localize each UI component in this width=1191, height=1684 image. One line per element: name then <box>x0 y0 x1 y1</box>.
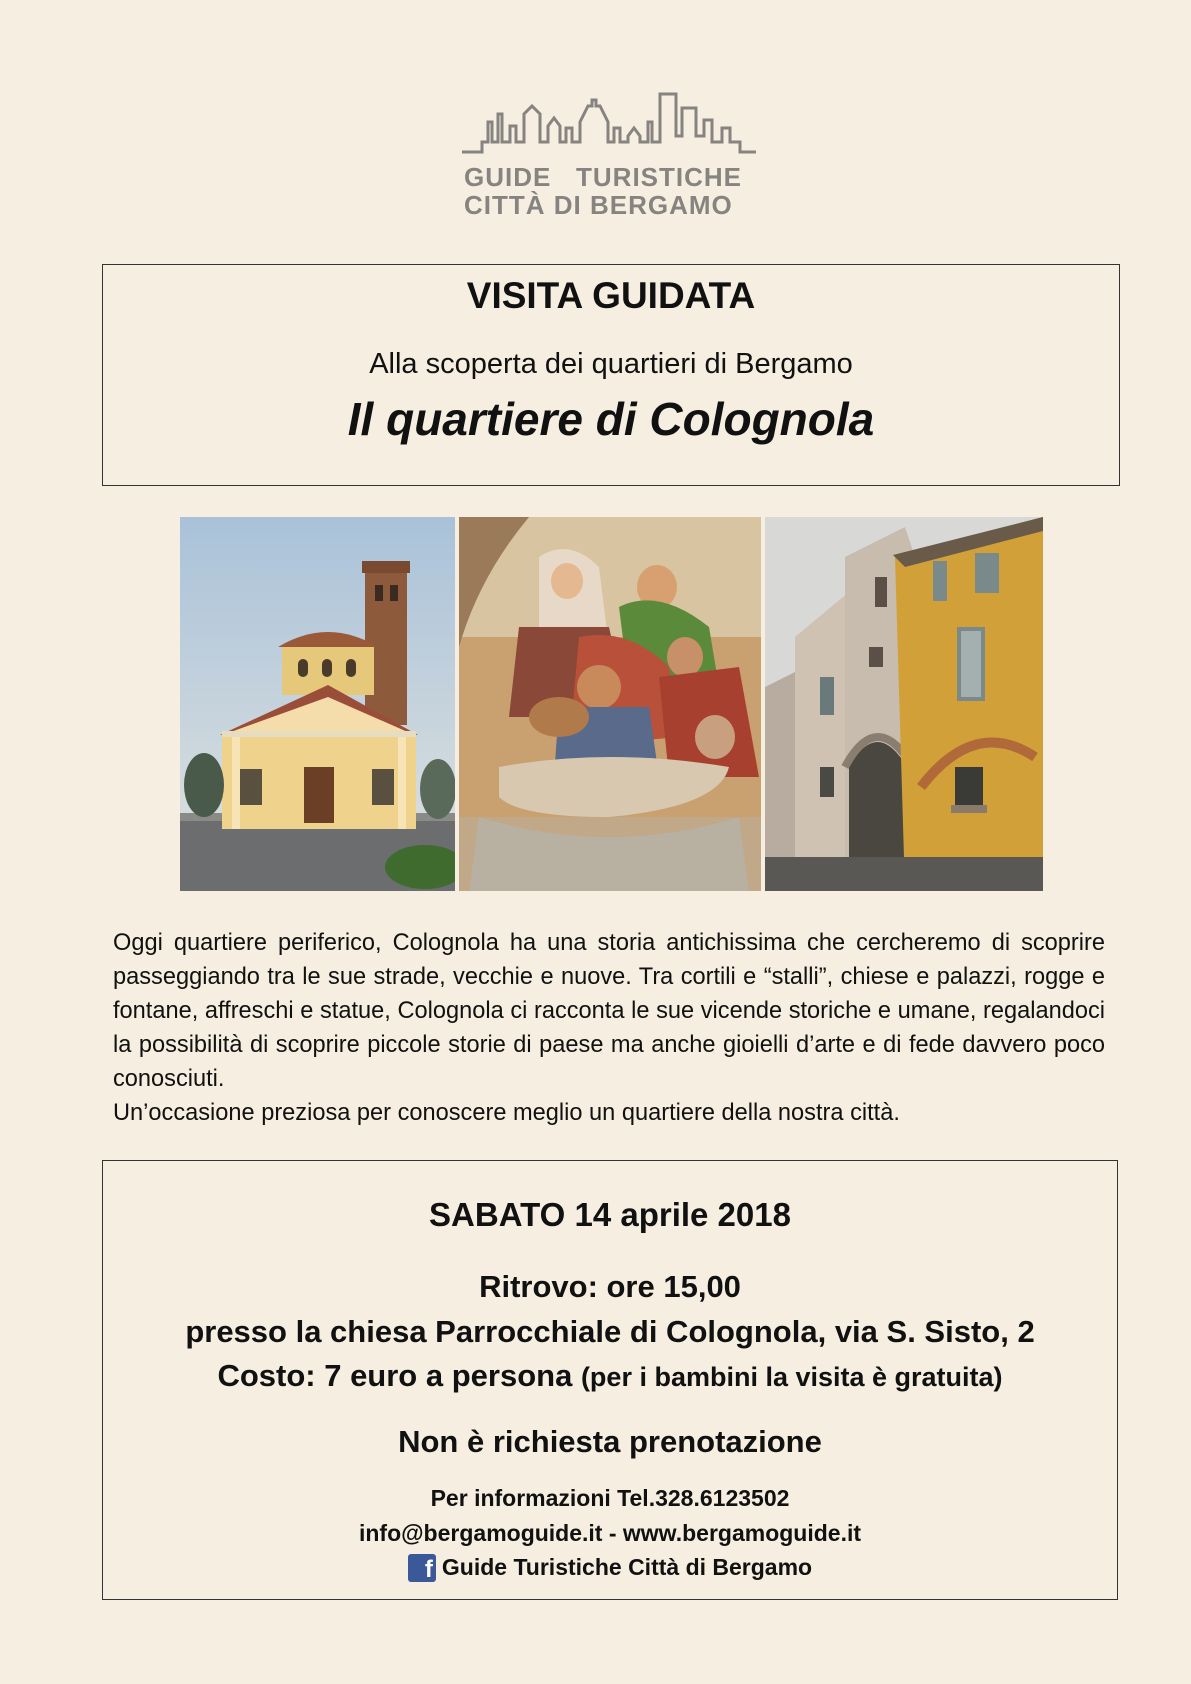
event-booking: Non è richiesta prenotazione <box>398 1424 822 1459</box>
facebook-label: Guide Turistiche Città di Bergamo <box>441 1554 813 1580</box>
event-cost-note: (per i bambini la visita è gratuita) <box>580 1362 1003 1392</box>
info-web[interactable]: info@bergamoguide.it - www.bergamoguide.it <box>358 1520 862 1546</box>
logo-line-2: CITTÀ DI BERGAMO <box>464 190 733 220</box>
facebook-icon: f <box>408 1554 436 1582</box>
street-photo <box>765 517 1043 891</box>
info-phone: Per informazioni Tel.328.6123502 <box>430 1485 790 1511</box>
description-paragraph-1: Oggi quartiere periferico, Colognola ha una storia antichissima che cercheremo di scoprire passeggiando tra le sue strade, vecchie e nuove. Tra cortili e “stalli”, chiese e palazzi, rogge e fontane, affreschi e statue, Colognola ci racconta le sue vicende storiche e umane, regalandoci la possibilità di scoprire piccole storie di paese ma anche gioielli d’arte e di fede davvero poco conosciuti. <box>113 930 1105 1092</box>
event-cost <box>103 1358 1117 1394</box>
event-cost-label: Costo: 7 euro a persona <box>217 1358 573 1393</box>
description <box>113 926 1105 1130</box>
logo-line-1: GUIDE TURISTICHE <box>464 162 743 192</box>
event-box <box>102 1160 1118 1600</box>
skyline-icon <box>462 92 756 160</box>
event-place: presso la chiesa Parrocchiale di Colognola, via S. Sisto, 2 <box>185 1314 1035 1349</box>
page-headline: Il quartiere di Colognola <box>347 393 875 445</box>
fresco-photo <box>459 517 761 891</box>
title-box <box>102 264 1120 486</box>
page-subtitle: Alla scoperta dei quartieri di Bergamo <box>369 348 853 380</box>
page-title: VISITA GUIDATA <box>466 275 756 316</box>
event-meeting-time: Ritrovo: ore 15,00 <box>479 1269 741 1304</box>
logo <box>462 92 756 220</box>
facebook-link[interactable] <box>103 1554 1117 1582</box>
description-paragraph-2: Un’occasione preziosa per conoscere meglio un quartiere della nostra città. <box>113 1100 900 1126</box>
event-date: SABATO 14 aprile 2018 <box>429 1196 791 1233</box>
church-photo <box>180 517 455 891</box>
